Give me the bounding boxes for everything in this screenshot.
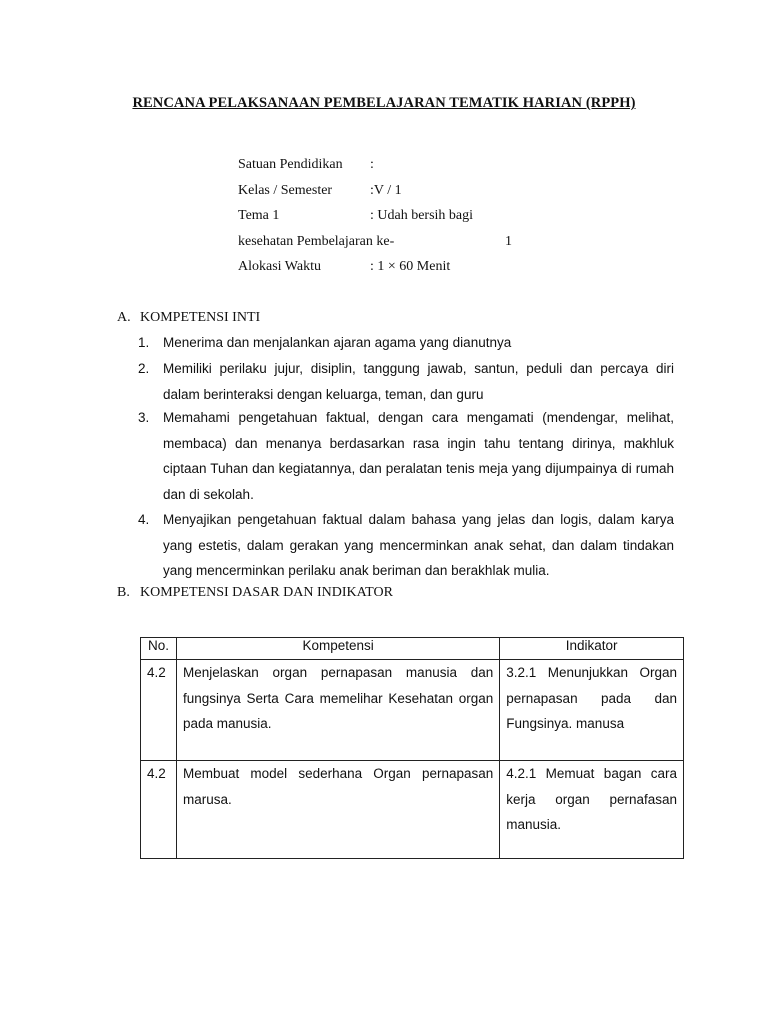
section-b-letter: B. bbox=[117, 585, 130, 600]
alokasi-value: : 1 × 60 Menit bbox=[370, 259, 451, 274]
table-row bbox=[141, 761, 684, 859]
cell-indikator: 4.2.1 Memuat bagan cara kerja organ pernafasan manusia. bbox=[500, 761, 684, 859]
section-a-title: KOMPETENSI INTI bbox=[140, 310, 261, 325]
list-item-text: Menerima dan menjalankan ajaran agama yang dianutnya bbox=[163, 335, 512, 350]
kelas-value: :V / 1 bbox=[370, 183, 402, 198]
header-kompetensi: Kompetensi bbox=[176, 638, 499, 660]
cell-no: 4.2 bbox=[141, 660, 177, 761]
header-indikator: Indikator bbox=[500, 638, 684, 660]
satuan-label: Satuan Pendidikan bbox=[238, 157, 343, 172]
cell-kompetensi: Membuat model sederhana Organ pernapasan marusa. bbox=[176, 761, 499, 859]
list-item-text: Menyajikan pengetahuan faktual dalam bahasa yang jelas dan logis, dalam karya yang estetis, dalam gerakan yang mencerminkan anak sehat, dan dalam tindakan yang mencerminkan perilaku anak beriman dan berakhlak mulia. bbox=[163, 512, 674, 578]
pembelajaran-value: 1 bbox=[505, 234, 512, 249]
satuan-value: : bbox=[370, 157, 374, 172]
kelas-label: Kelas / Semester bbox=[238, 183, 333, 198]
section-a-letter: A. bbox=[117, 310, 131, 325]
section-a-heading bbox=[117, 310, 260, 326]
table-row bbox=[141, 660, 684, 761]
list-item-number: 1. bbox=[138, 335, 150, 350]
table-header-row bbox=[141, 638, 684, 660]
cell-indikator: 3.2.1 Menunjukkan Organ pernapasan pada dan Fungsinya. manusa bbox=[500, 660, 684, 761]
section-b-title: KOMPETENSI DASAR DAN INDIKATOR bbox=[140, 585, 393, 600]
list-item-text: Memiliki perilaku jujur, disiplin, tanggung jawab, santun, peduli dan percaya diri dalam berinteraksi dengan keluarga, teman, dan guru bbox=[163, 361, 674, 402]
list-item-number: 2. bbox=[138, 361, 150, 376]
pembelajaran-label: kesehatan Pembelajaran ke- bbox=[238, 234, 395, 249]
alokasi-label: Alokasi Waktu bbox=[238, 259, 321, 274]
list-item-text: Memahami pengetahuan faktual, dengan cara mengamati (mendengar, melihat, membaca) dan menanya berdasarkan rasa ingin tahu tentang dirinya, makhluk ciptaan Tuhan dan kegiatannya, dan peralatan tenis meja yang dijumpainya di rumah dan di sekolah. bbox=[163, 410, 674, 502]
document-title: RENCANA PELAKSANAAN PEMBELAJARAN TEMATIK HARIAN (RPPH) bbox=[132, 95, 636, 111]
cell-kompetensi: Menjelaskan organ pernapasan manusia dan fungsinya Serta Cara memelihar Kesehatan organ pada manusia. bbox=[176, 660, 499, 761]
kompetensi-table bbox=[140, 637, 684, 859]
cell-no: 4.2 bbox=[141, 761, 177, 859]
tema-value: : Udah bersih bagi bbox=[370, 208, 474, 223]
list-item-number: 4. bbox=[138, 512, 150, 527]
header-no: No. bbox=[141, 638, 177, 660]
list-item-number: 3. bbox=[138, 410, 150, 425]
section-b-heading bbox=[117, 585, 393, 601]
tema-label: Tema 1 bbox=[238, 208, 280, 223]
